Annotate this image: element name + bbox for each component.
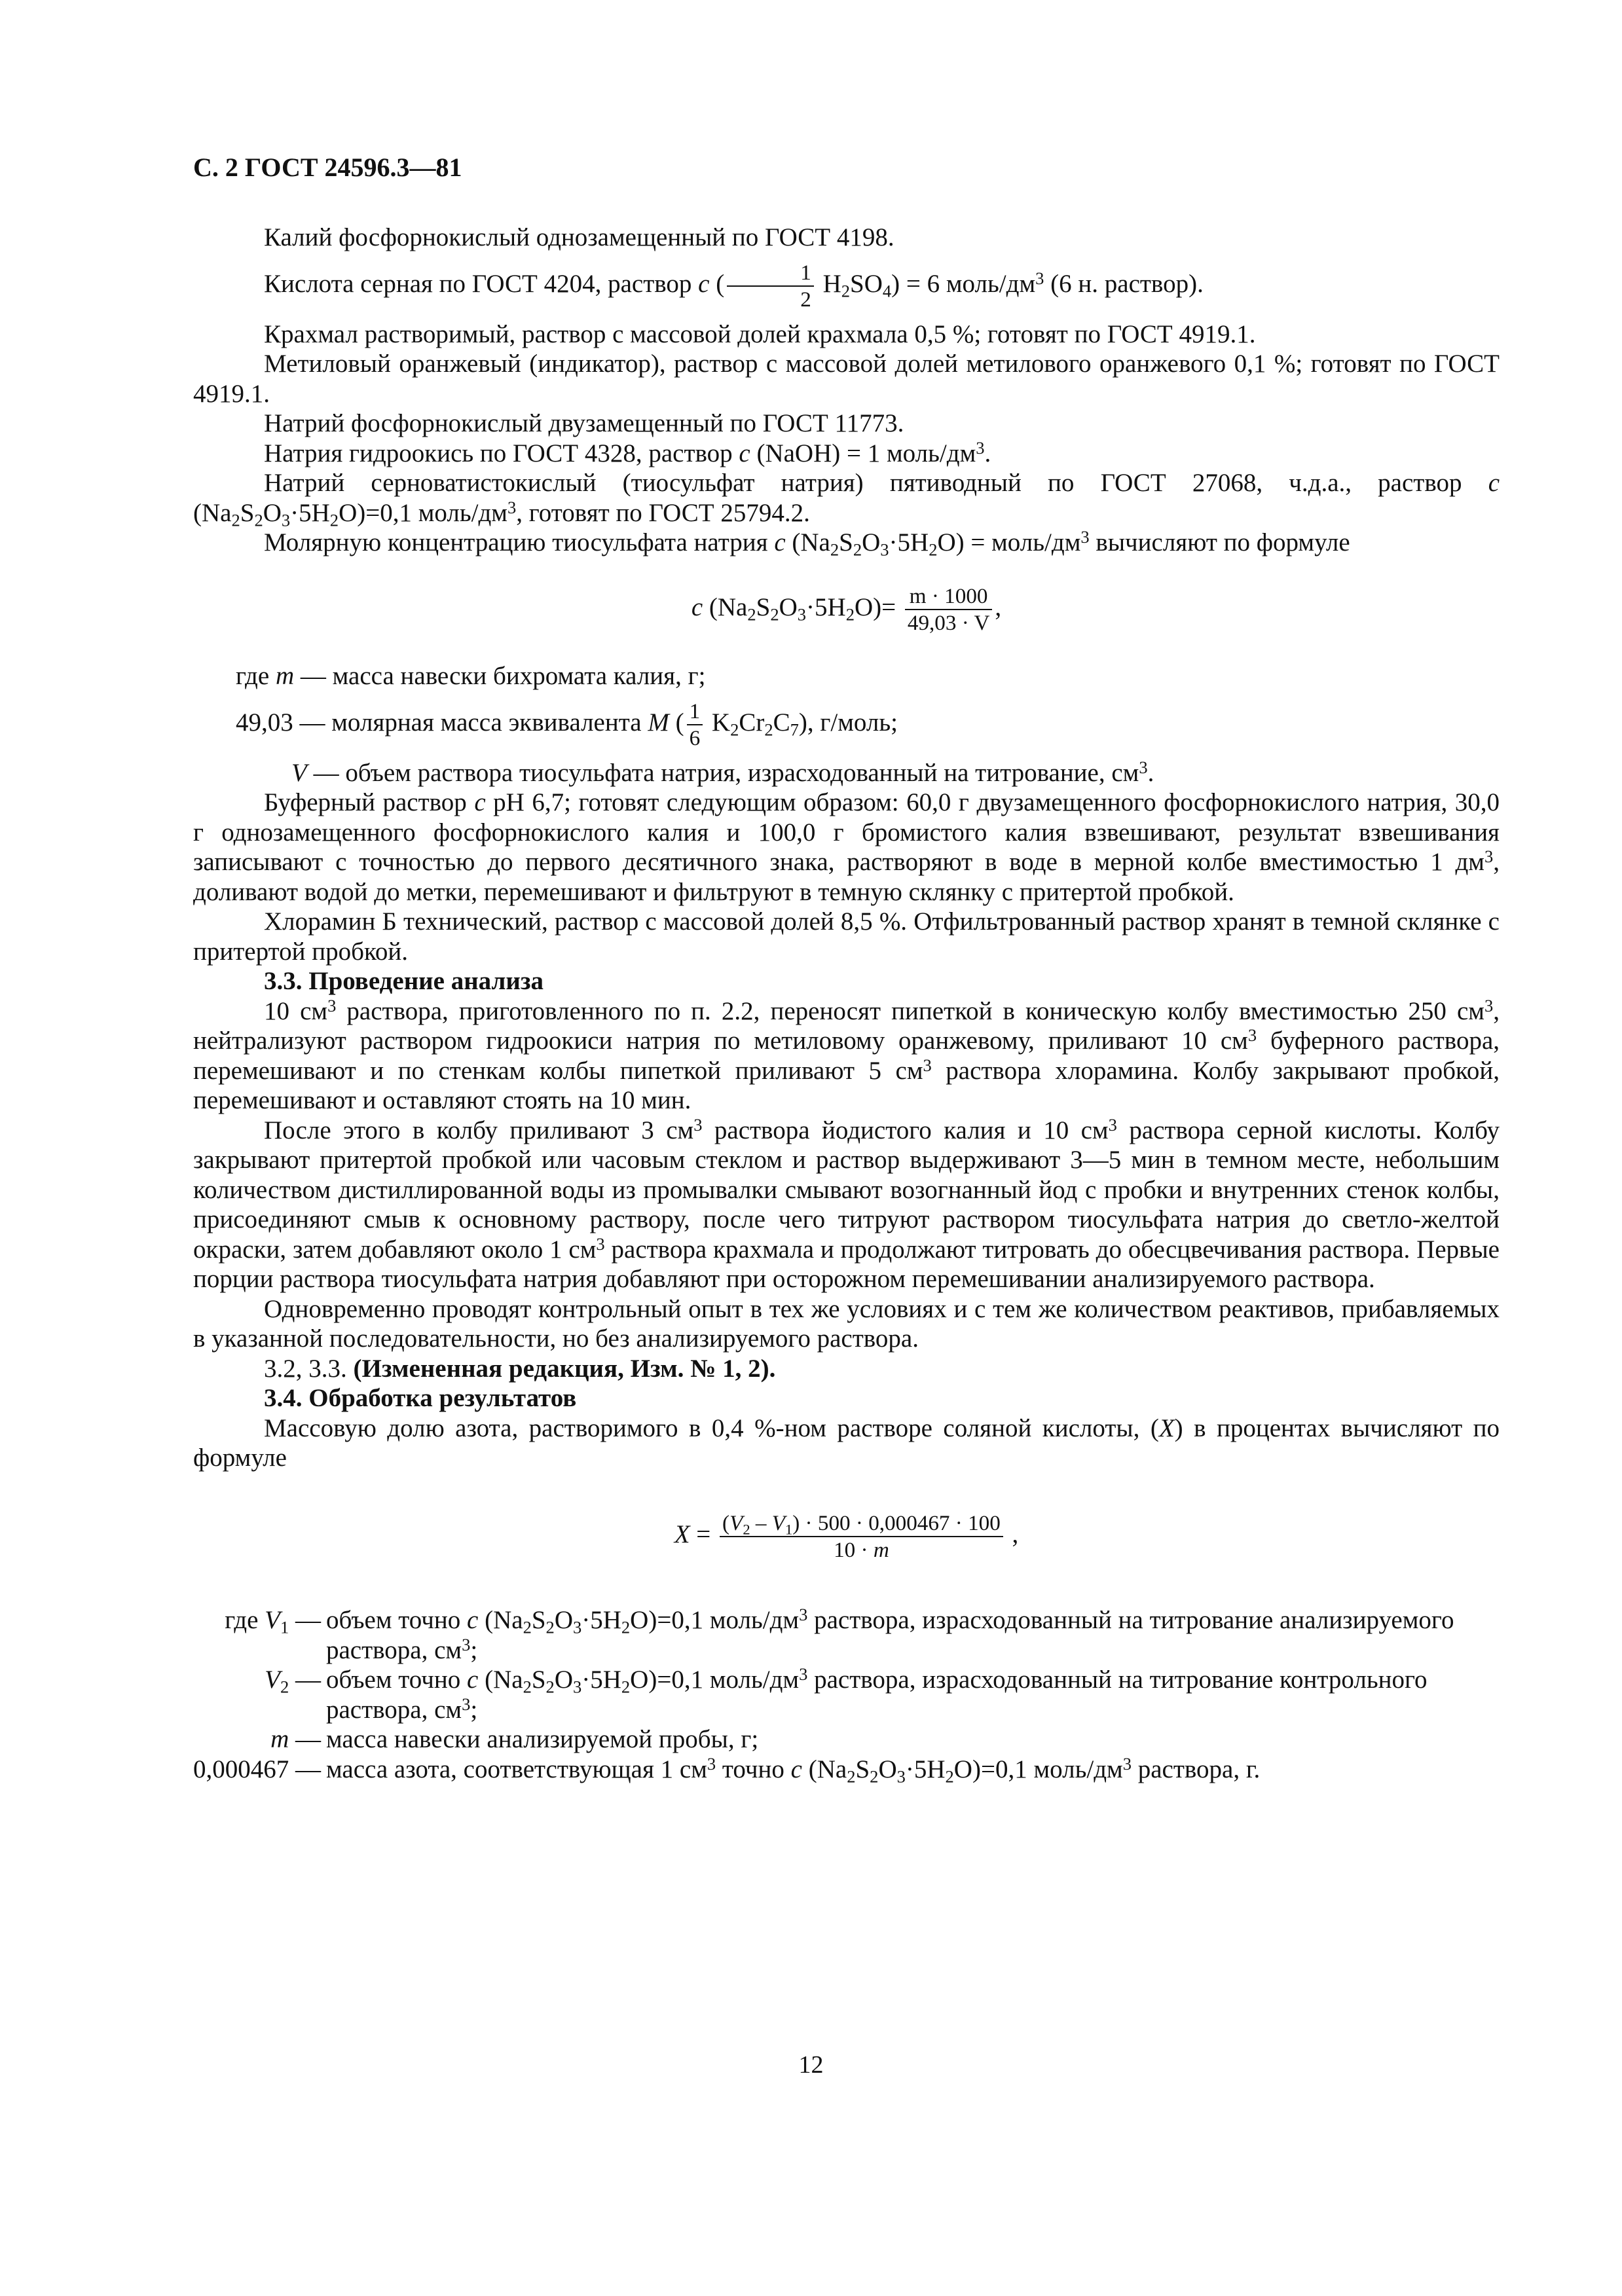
molar-concentration-text: Молярную концентрацию тиосульфата натрия c $(Na_2S_2O_3\cdot 5H_2O)$ = моль/$дм^3$ вычисляют по формуле [264,527,1350,560]
reagent-line: Калий фосфорнокислый однозамещенный по ГОСТ 4198. [264,223,894,251]
reagent-line: Крахмал растворимый, раствор с массовой долей крахмала 0,5 %; готовят по ГОСТ 4919.1. [264,319,1256,348]
reagent-line-sulfuric-acid: Кислота серная по ГОСТ 4204, раствор c ( $\frac{1}{2}$ $H_2SO_4) = 6$ моль/$дм^3$ (6 н. раствор). [264,260,1204,312]
reagent-line-thiosulfate: Натрий серноватистокислый (тиосульфат натрия) пятиводный по ГОСТ 27068, ч.д.а., раствор c $(Na_2S_2O_3\cdot 5H_2O)=0,1$ моль/$дм^3$, готовят по ГОСТ 25794.2. [193,469,1500,530]
formula-fraction: $\frac{m \cdot 1000}{49,03 \cdot V}$ [905,585,993,634]
legend-nitrogen-text: масса азота, соответствующая 1 $см^3$ точно c $(Na_2S_2O_3\cdot 5H_2O)=0,1$ моль/$дм^3$ раствора, г. [326,1753,1261,1787]
reagent-line: Натрий фосфорнокислый двузамещенный по ГОСТ 11773. [264,409,904,438]
page-number: 12 [798,2051,824,2079]
legend-molar-mass: 49,03 — молярная масса эквивалента M ( $\frac{1}{6}$ $K_2Cr_2C_7$), г/моль; [236,699,898,750]
reagent-line: Метиловый оранжевый (индикатор), раствор с массовой долей метилового оранжевого 0,1 %; готовят по ГОСТ 4919.1. [193,350,1500,408]
fraction: $\frac{1}{2}$ [727,262,814,310]
formula-thiosulfate-concentration: c $(Na_2S_2O_3\cdot 5H_2O)=$ $\frac{m \cdot 1000}{49,03 \cdot V}$ , [691,583,1002,635]
section-3-3-paragraph: После этого в колбу приливают 3 $см^3$ раствора йодистого калия и 10 $см^3$ раствора серной кислоты. Колбу закрывают притертой пробкой или часовым стеклом и раствор выдерживают 3—5 мин в темном месте, небольшим количеством дистиллированной воды из промывалки смывают возогнанный йод с пробки и внутренних стенок колбы, присоединяют смыв к основному раствору, после чего титруют раствором тиосульфата натрия до светло-желтой окраски, затем добавляют около 1 $см^3$ раствора крахмала и продолжают титровать до обесцвечивания раствора. Первые порции раствора тиосульфата натрия добавляют при осторожном перемешивании анализируемого раствора. [193,1115,1500,1294]
chloramine-text: Хлорамин Б технический, раствор с массовой долей 8,5 %. Отфильтрованный раствор хранят в темной склянке с притертой пробкой. [193,907,1500,966]
legend-v1-text: объем точно c $(Na_2S_2O_3\cdot 5H_2O)=0,1$ моль/$дм^3$ раствора, израсходованный на титрование анализируемого раствора, $см^3$; [326,1605,1454,1664]
amendment-note: 3.2, 3.3. (Измененная редакция, Изм. № 1, 2). [264,1354,776,1383]
fraction: $\frac{1}{6}$ [687,701,703,749]
legend-m-text: масса навески анализируемой пробы, г; [326,1725,759,1754]
legend-nitrogen-symbol: 0,000467 — [193,1755,321,1783]
legend-v1-symbol: где $V_1$ — [225,1606,321,1637]
formula-legend [193,1605,1500,1787]
legend-v2-symbol: $V_2$ — [265,1666,321,1697]
section-3-4-paragraph: Массовую долю азота, растворимого в 0,4 %-ном растворе соляной кислоты, (X) в процентах вычисляют по формуле [193,1413,1500,1472]
formula-fraction: $\frac{(V_2 - V_1) \cdot 500 \cdot 0,000467 \cdot 100}{10 \cdot m}$ [720,1512,1003,1561]
reagent-line-naoh: Натрия гидроокись по ГОСТ 4328, раствор c (NaOH) = 1 моль/$дм^3$. [264,437,991,467]
section-3-3-paragraph: 10 $см^3$ раствора, приготовленного по п. 2.2, переносят пипеткой в коническую колбу вместимостью 250 $см^3$, нейтрализуют раствором гидроокиси натрия по метиловому оранжевому, приливают 10 $см^3$ буферного раствора, перемешивают и по стенкам колбы пипеткой приливают 5 $см^3$ раствора хлорамина. Колбу закрывают пробкой, перемешивают и оставляют стоять на 10 мин. [193,996,1500,1115]
section-3-3-title: 3.3. Проведение анализа [264,967,544,996]
section-3-4-title: 3.4. Обработка результатов [264,1384,577,1413]
formula-nitrogen-fraction: X = $\frac{(V_2 - V_1) \cdot 500 \cdot 0,000467 \cdot 100}{10 \cdot m}$ , [674,1510,1019,1563]
legend-m-symbol: m — [270,1725,321,1754]
legend-v2-text: объем точно c $(Na_2S_2O_3\cdot 5H_2O)=0,1$ моль/$дм^3$ раствора, израсходованный на титрование контрольного раствора, $см^3$; [326,1664,1428,1724]
page-header: С. 2 ГОСТ 24596.3—81 [193,153,462,182]
legend-m: где m — масса навески бихромата калия, г; [236,662,706,691]
buffer-solution-text: Буферный раствор c pH 6,7; готовят следующим образом: 60,0 г двузамещенного фосфорнокислого натрия, 30,0 г однозамещенного фосфорнокислого калия и 100,0 г бромистого калия взвешивают, результат взвешивания записывают с точностью до первого десятичного знака, растворяют в воде в мерной колбе вместимостью 1 $дм^3$, доливают водой до метки, перемешивают и фильтруют в темную склянку с притертой пробкой. [193,788,1500,906]
legend-v: V — объем раствора тиосульфата натрия, израсходованный на титрование, $см^3$. [291,757,1154,787]
section-3-3-paragraph: Одновременно проводят контрольный опыт в тех же условиях и с тем же количеством реактивов, прибавляемых в указанной последовательности, но без анализируемого раствора. [193,1294,1500,1353]
document-body [193,223,1500,1787]
